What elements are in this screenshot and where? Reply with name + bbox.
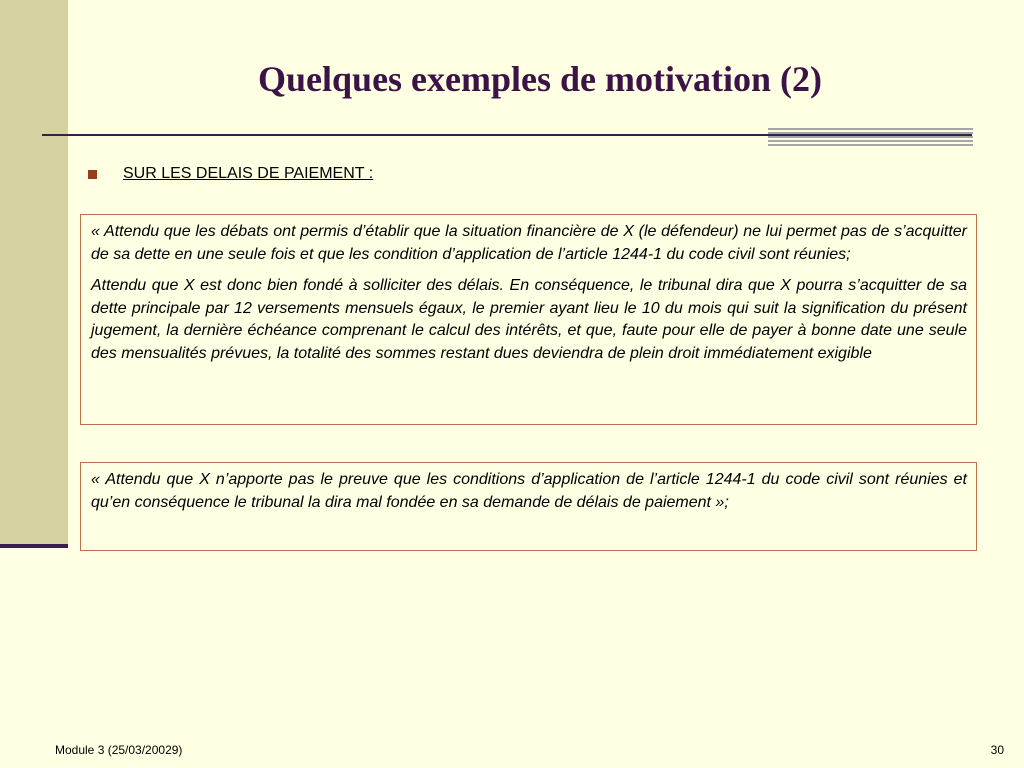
square-bullet-icon <box>88 170 97 179</box>
page-number: 30 <box>990 743 1004 757</box>
slide-title: Quelques exemples de motivation (2) <box>258 59 822 99</box>
quote-1-paragraph-1: « Attendu que les débats ont permis d’établir que la situation financière de X (le défendeur) ne lui permet pas de s’acquitter de sa dette en une seule fois et que les condition d’application de l’article 1244-1 du code civil sont réunies; <box>91 223 967 263</box>
quote-box-2 <box>80 462 977 551</box>
bullet-heading: SUR LES DELAIS DE PAIEMENT : <box>123 165 374 182</box>
quote-box-1 <box>80 214 977 425</box>
left-decorative-bar <box>0 0 68 544</box>
left-bar-accent <box>0 544 68 548</box>
bullet-item <box>88 165 373 183</box>
footer-module: Module 3 (25/03/20029) <box>55 743 183 757</box>
title-divider-accent <box>768 128 973 148</box>
quote-2-paragraph-1: « Attendu que X n’apporte pas le preuve que les conditions d’application de l’article 1244-1 du code civil sont réunies et qu’en conséquence le tribunal la dira mal fondée en sa demande de délais de paiement »; <box>91 471 967 511</box>
quote-1-paragraph-2: Attendu que X est donc bien fondé à solliciter des délais. En conséquence, le tribunal dira que X pourra s’acquitter de sa dette principale par 12 versements mensuels égaux, le premier ayant lieu le 10 du mois qui suit la signification du présent jugement, la dernière échéance comprenant le calcul des intérêts, et que, faute pour elle de payer à bonne date une seule des mensualités prévues, la totalité des sommes restant dues deviendra de plein droit immédiatement exigible <box>91 277 967 362</box>
